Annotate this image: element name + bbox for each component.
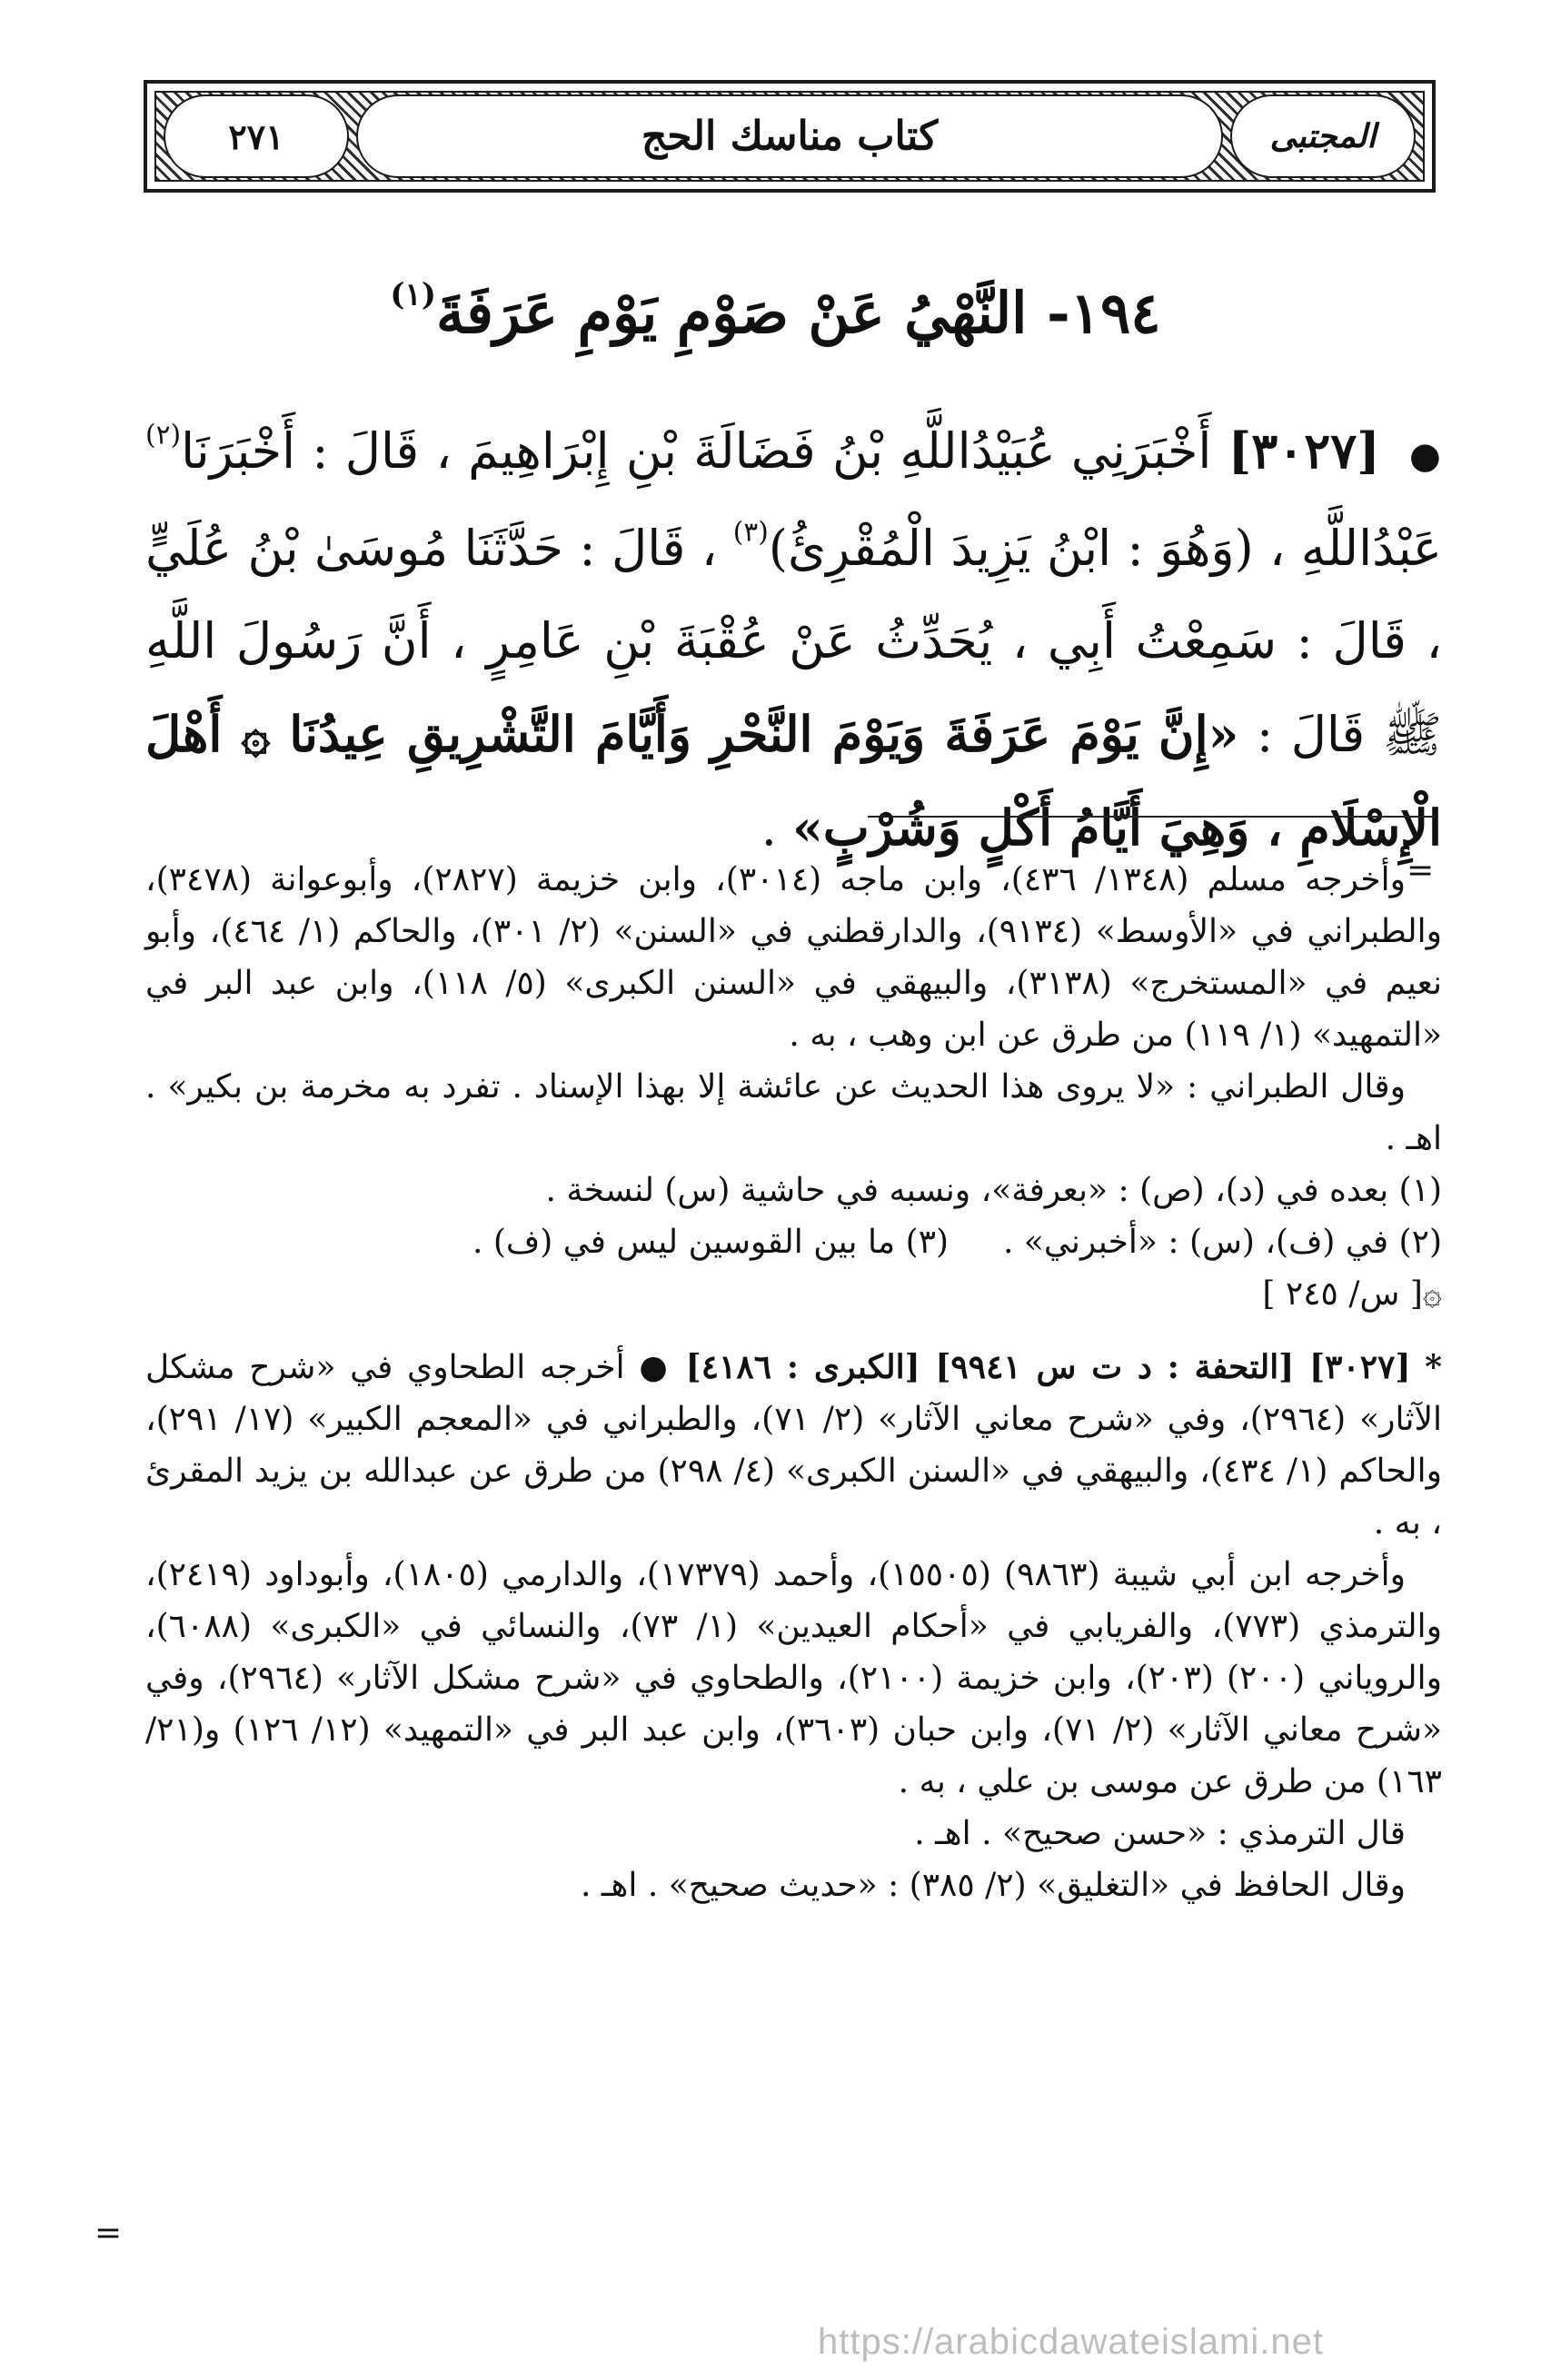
hadith-chain-1: أَخْبَرَنِي عُبَيْدُاللَّهِ بْنُ فَضَالَةَ بْنِ إِبْرَاهِيمَ ، قَالَ : أَخْبَرَنَا [181,422,1212,480]
footnote-1: (١) بعده في (د)، (ص) : «بعرفة»، ونسبه في حاشية (س) لنسخة . [545,1172,1442,1209]
book-logo: المجتبى [1269,117,1377,155]
chapter-heading-text: ١٩٤- النَّهْيُ عَنْ صَوْمِ يَوْمِ عَرَفَةَ [435,280,1161,346]
hadith-end: . [761,799,777,857]
takhrij-star: * [1425,1348,1442,1386]
footnote-2: (٢) في (ف)، (س) : «أخبرني» . [1002,1224,1442,1261]
takhrij-paragraph-4: وقال الحافظ في «التغليق» (٢/ ٣٨٥) : «حديث صحيح» . اهـ . [580,1867,1406,1904]
hadith-text [145,404,1442,875]
hadith-chain-2: عَبْدُاللَّهِ ، (وَهُوَ : ابْنُ يَزِيدَ الْمُقْرِئُ) [768,520,1442,577]
takhrij-paragraph-1: أخرجه الطحاوي في «شرح مشكل الآثار» (٢٩٦٤)، وفي «شرح معاني الآثار» (٢/ ٧١)، والطبراني في «المعجم الكبير» (١٧/ ٢٩١)، والحاكم (١/ ٤٣٤)، والبيهقي في «السنن الكبرى» (٤/ ٢٩٨) من طرق عن عبدالله بن يزيد المقرئ ، به . [145,1349,1443,1542]
hadith-note-ref-2: (٢) [145,419,182,451]
page-number: ٢٧١ [228,115,284,157]
footnote-continuation-1: وأخرجه مسلم (١٣٤٨/ ٤٣٦)، وابن ماجه (٣٠١٤)، وابن خزيمة (٢٨٢٧)، وأبوعوانة (٣٤٧٨)، والطبراني في «الأوسط» (٩١٣٤)، والدارقطني في «السنن» (٢/ ٣٠١)، والحاكم (١/ ٤٦٤)، وأبو نعيم في «المستخرج» (٣١٣٨)، والبيهقي في «السنن الكبرى» (٥/ ١١٨)، وابن عبد البر في «التمهيد» (١/ ١١٩) من طرق عن ابن وهب ، به . [145,861,1442,1054]
takhrij-paragraph-3: قال الترمذي : «حسن صحيح» . اهـ . [914,1815,1406,1852]
takhrij-paragraph-2: وأخرجه ابن أبي شيبة (٩٨٦٣) (١٥٥٠٥)، وأحمد (١٧٣٧٩)، والدارمي (١٨٠٥)، وأبوداود (٢٤١٩)، والترمذي (٧٧٣)، والفريابي في «أحكام العيدين» (١/ ٧٣)، والنسائي في «الكبرى» (٦٠٨٨)، والروياني (٢٠٠) (٢٠٣)، وابن خزيمة (٢١٠٠)، والطحاوي في «شرح مشكل الآثار» (٢٩٦٤)، وفي «شرح معاني الآثار» (٢/ ٧١)، وابن حبان (٣٦٠٣)، وابن عبد البر في «التمهيد» (١٢/ ١٢٦) و(٢١/ ١٦٣) من طرق عن موسى بن علي ، به . [145,1556,1443,1800]
chapter-heading [164,273,1387,354]
header-title-panel [356,94,1223,178]
page-marker: ۞[ س/ ٢٤٥ ] [1262,1275,1442,1313]
watermark-url: https://arabicdawateislami.net [818,2322,1324,2362]
takhrij-intro [145,1342,1442,1549]
hadith-number: [٣٠٢٧] [1228,421,1380,480]
hadith-note-ref-3: (٣) [732,516,769,549]
footnote-3: (٣) ما بين القوسين ليس في (ف) . [472,1224,949,1261]
book-section-title: كتاب مناسك الحج [641,113,939,160]
footnote-continuation-sign: = [1407,852,1435,889]
takhrij-label: [٣٠٢٧] [التحفة : د ت س ٩٩٤١] [الكبرى : ٤١٨٦] [685,1348,1411,1386]
takhrij-dot: ● [639,1349,671,1386]
footnotes-block [145,854,1442,1911]
page-number-cartouche [164,94,349,178]
book-logo-cartouche [1230,94,1416,178]
chapter-heading-note: (١) [390,276,436,313]
footnote-continuation-2: وقال الطبراني : «لا يروى هذا الحديث عن عائشة إلا بهذا الإسناد . تفرد به مخرمة بن بكير» . اهـ . [145,1068,1442,1157]
footnote-separator [868,816,1436,818]
hadith-chain-3: ، قَالَ : حَدَّثَنَا مُوسَىٰ بْنُ عُلَيٍّ ، قَالَ : سَمِعْتُ أَبِي ، يُحَدِّثُ عَنْ عُقْبَةَ بْنِ عَامِرٍ ، أَنَّ رَسُولَ اللَّهِ ﷺ قَالَ : [145,520,1442,763]
footnotes-row [145,1216,1442,1268]
header-frame [144,80,1436,193]
hadith-prophetic-speech: «إِنَّ يَوْمَ عَرَفَةَ وَيَوْمَ النَّحْرِ وَأَيَّامَ التَّشْرِيقِ عِيدُنَا ۞ أَهْلَ الْإِسْلَامِ ، وَهِيَ أَيَّامُ أَكْلٍ وَشُرْبٍ» [145,705,1442,857]
takhrij-continuation-sign: = [94,2215,123,2252]
hadith-bullet: ● [1409,435,1443,477]
